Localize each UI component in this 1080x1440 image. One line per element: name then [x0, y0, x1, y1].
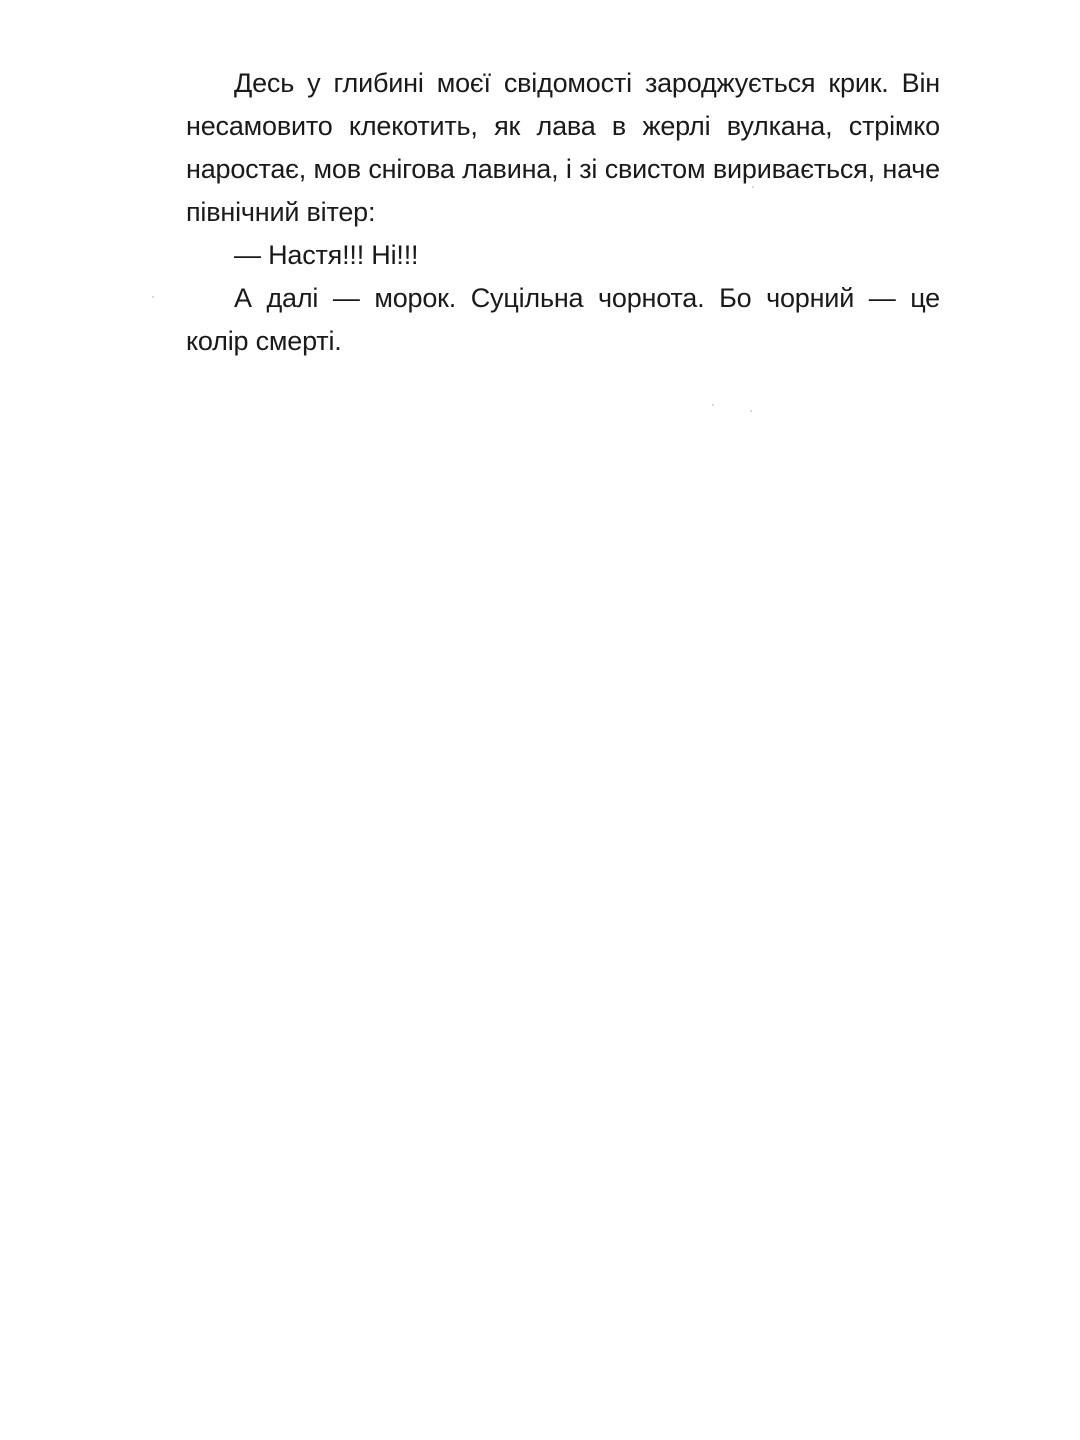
page-text — [186, 62, 940, 363]
paragraph-scream: Десь у глибині моєї свідомості зароджується крик. Він несамовито клекотить, як лава в жерлі вулкана, стрімко наростає, мов снігова лавина, і зі свистом виривається, наче північний вітер: — [186, 68, 940, 227]
paragraph-darkness: А далі — морок. Суцільна чорнота. Бо чорний — це колір смерті. — [186, 283, 940, 356]
paper-speck — [152, 296, 154, 298]
paper-speck — [712, 404, 714, 406]
paper-speck — [752, 186, 754, 188]
paragraph-dialogue: — Настя!!! Ні!!! — [234, 240, 419, 270]
paper-speck — [750, 410, 752, 412]
